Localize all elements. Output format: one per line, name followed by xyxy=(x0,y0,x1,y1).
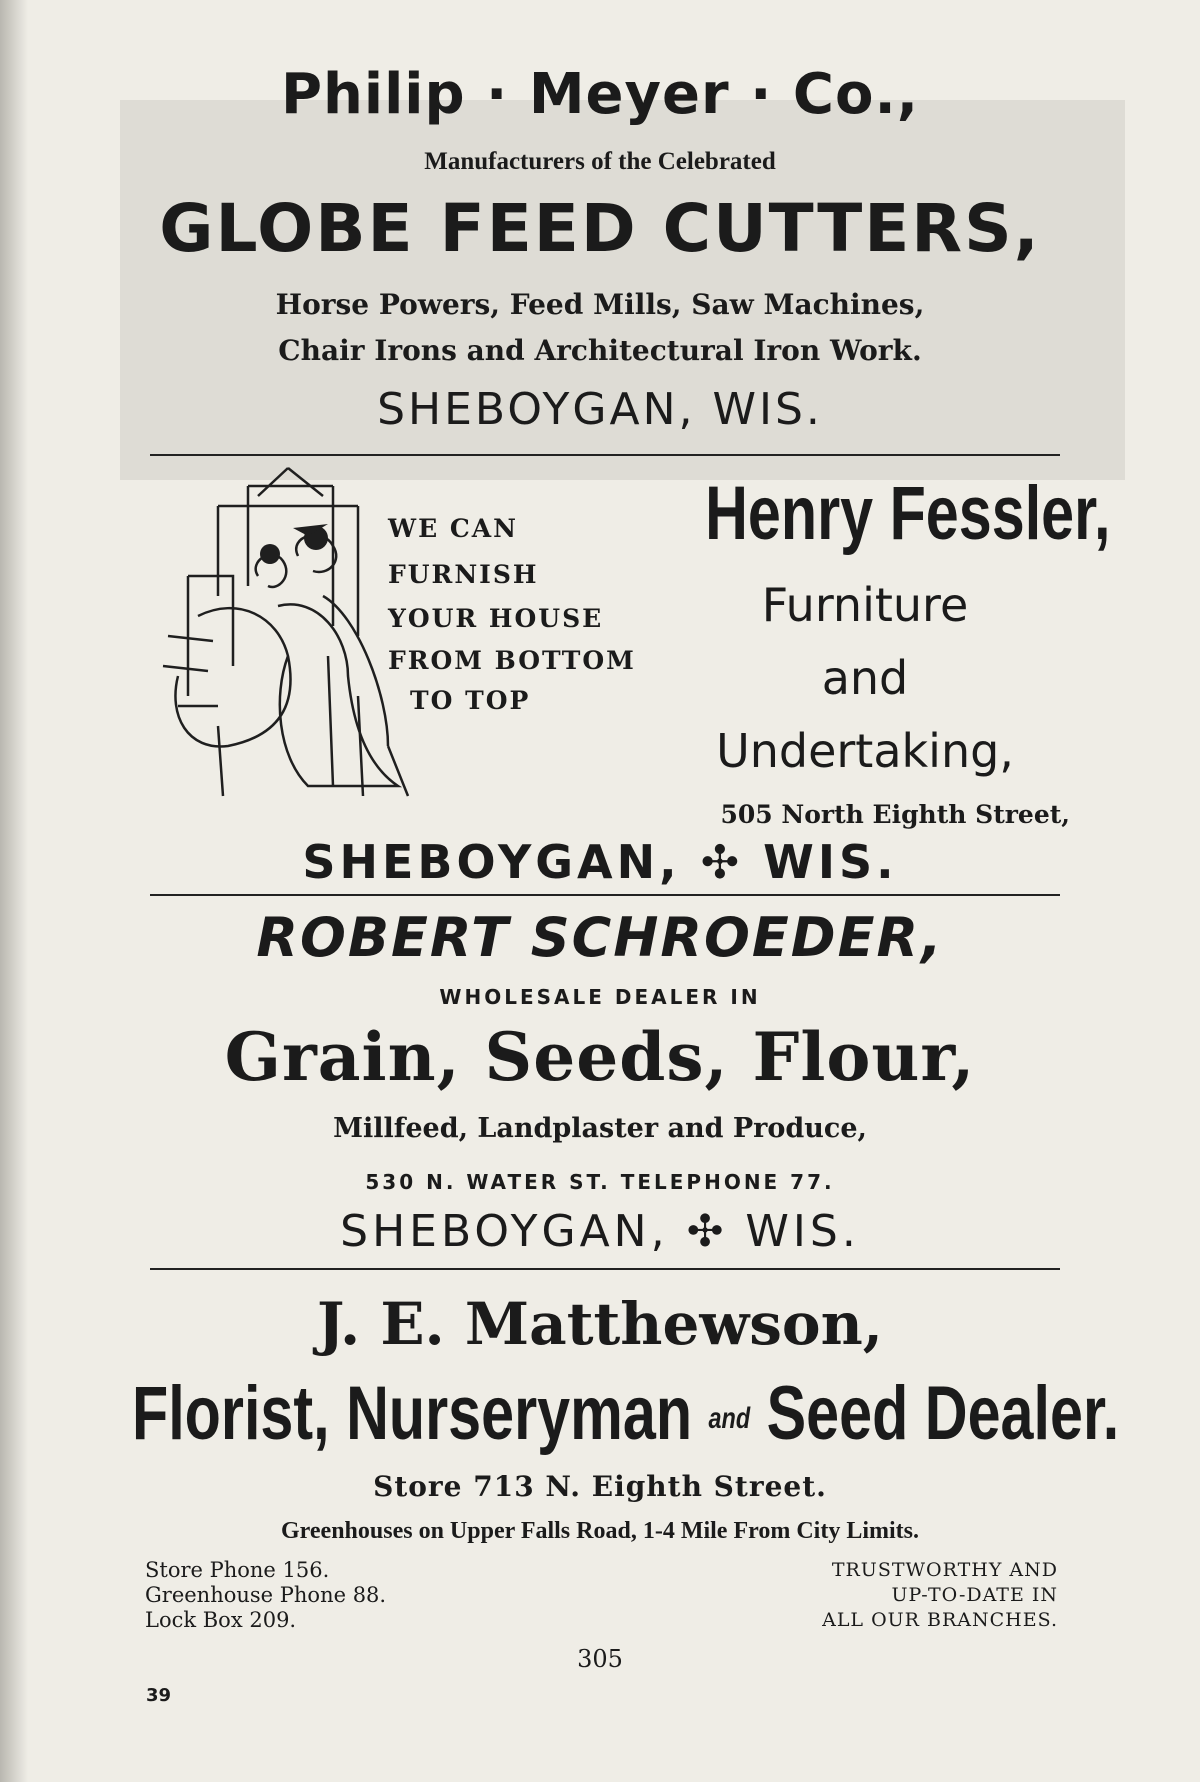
signature-mark: 39 xyxy=(146,1685,172,1706)
philip-meyer-title: Philip · Meyer · Co., xyxy=(280,62,920,127)
philip-meyer-city: SHEBOYGAN, WIS. xyxy=(377,384,823,435)
henry-fessler-line2: and xyxy=(821,651,909,705)
lock-box: Lock Box 209. xyxy=(145,1608,297,1632)
robert-schroeder-products: Millfeed, Landplaster and Produce, xyxy=(333,1113,867,1144)
henry-fessler-line3: Undertaking, xyxy=(716,724,1014,778)
matthewson-store: Store 713 N. Eighth Street. xyxy=(373,1470,827,1503)
slogan-line-4: FROM BOTTOM xyxy=(388,646,636,675)
store-phone: Store Phone 156. xyxy=(145,1558,330,1582)
robert-schroeder-subtitle: WHOLESALE DEALER IN xyxy=(439,985,761,1009)
henry-fessler-name: Henry Fessler, xyxy=(705,471,1111,556)
slogan-line-5: TO TOP xyxy=(410,686,531,715)
slogan-trust-line-1: TRUSTWORTHY AND xyxy=(831,1559,1058,1581)
slogan-trust-line-2: UP-TO-DATE IN xyxy=(891,1584,1058,1606)
matthewson-name: J. E. Matthewson, xyxy=(317,1290,883,1358)
matthewson-headline-a: Florist, Nurseryman xyxy=(132,1371,693,1456)
slogan-trust-line-3: ALL OUR BRANCHES. xyxy=(822,1609,1058,1631)
matthewson-greenhouses: Greenhouses on Upper Falls Road, 1-4 Mile From City Limits. xyxy=(281,1518,919,1544)
robert-schroeder-address: 530 N. WATER ST. TELEPHONE 77. xyxy=(365,1170,835,1194)
matthewson-headline xyxy=(132,1370,1120,1457)
philip-meyer-products-line1: Horse Powers, Feed Mills, Saw Machines, xyxy=(275,288,925,321)
matthewson-headline-and: and xyxy=(708,1401,751,1435)
divider-rule xyxy=(150,454,1060,456)
page-number: 305 xyxy=(577,1645,623,1673)
philip-meyer-headline: GLOBE FEED CUTTERS, xyxy=(159,190,1041,267)
robert-schroeder-city: SHEBOYGAN, ✣ WIS. xyxy=(340,1206,860,1257)
page-edge-shadow xyxy=(0,0,28,1782)
henry-fessler-city: SHEBOYGAN, ✣ WIS. xyxy=(302,835,898,889)
robert-schroeder-name: ROBERT SCHROEDER, xyxy=(256,906,944,969)
matthewson-headline-b: Seed Dealer. xyxy=(766,1371,1120,1456)
robert-schroeder-headline: Grain, Seeds, Flour, xyxy=(224,1018,976,1096)
matthewson-slogan xyxy=(822,1558,1058,1633)
slogan-line-3: YOUR HOUSE xyxy=(388,604,604,633)
philip-meyer-products-line2: Chair Irons and Architectural Iron Work. xyxy=(278,334,922,367)
slogan-line-1: WE CAN xyxy=(388,514,518,543)
matthewson-phones xyxy=(145,1558,386,1633)
henry-fessler-line1: Furniture xyxy=(761,578,969,632)
divider-rule xyxy=(150,1268,1060,1270)
divider-rule xyxy=(150,894,1060,896)
slogan-line-2: FURNISH xyxy=(388,560,539,589)
greenhouse-phone: Greenhouse Phone 88. xyxy=(145,1583,387,1607)
philip-meyer-subtitle: Manufacturers of the Celebrated xyxy=(424,148,776,175)
henry-fessler-address: 505 North Eighth Street, xyxy=(720,800,1070,829)
